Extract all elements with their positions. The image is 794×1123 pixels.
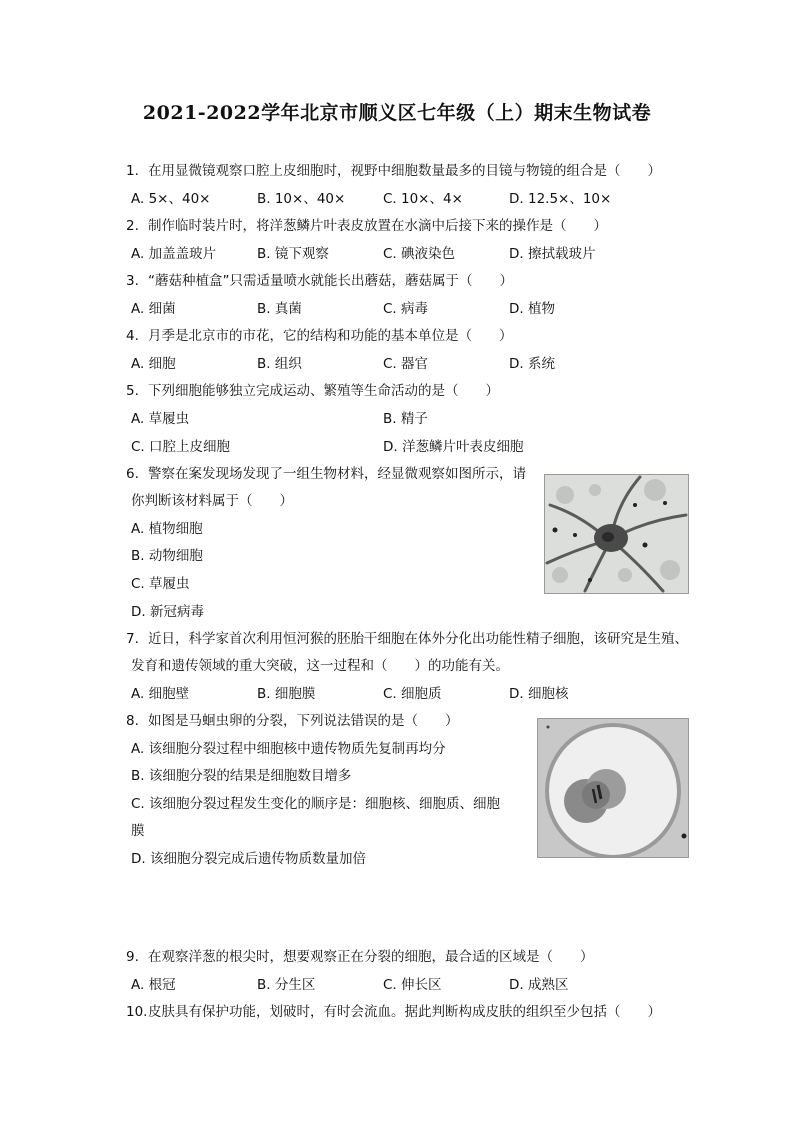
q2-option-d[interactable]: D. 擦拭载玻片	[509, 246, 596, 262]
q3-option-b[interactable]: B. 真菌	[257, 301, 302, 317]
q4-option-b[interactable]: B. 组织	[257, 356, 302, 372]
question-1: 1. 在用显微镜观察口腔上皮细胞时，视野中细胞数量最多的目镜与物镜的组合是（ ）	[126, 163, 661, 179]
q7-option-b[interactable]: B. 细胞膜	[257, 686, 316, 702]
q7-option-c[interactable]: C. 细胞质	[383, 686, 442, 702]
page-title: 2021-2022学年北京市顺义区七年级（上）期末生物试卷	[142, 102, 652, 124]
q8-option-c-continued: 膜	[131, 823, 145, 839]
q2-option-c[interactable]: C. 碘液染色	[383, 246, 456, 262]
q2-option-a[interactable]: A. 加盖盖玻片	[131, 246, 217, 262]
q9-option-d[interactable]: D. 成熟区	[509, 977, 569, 993]
q6-option-d[interactable]: D. 新冠病毒	[131, 604, 204, 620]
q8-option-b[interactable]: B. 该细胞分裂的结果是细胞数目增多	[131, 768, 352, 784]
question-6: 6. 警察在案发现场发现了一组生物材料，经显微观察如图所示，请	[126, 466, 526, 482]
q3-option-a[interactable]: A. 细菌	[131, 301, 176, 317]
q1-option-c[interactable]: C. 10×、4×	[383, 191, 463, 207]
question-4: 4. 月季是北京市的市花，它的结构和功能的基本单位是（ ）	[126, 328, 513, 344]
question-8: 8. 如图是马蛔虫卵的分裂，下列说法错误的是（ ）	[126, 713, 459, 729]
q9-option-b[interactable]: B. 分生区	[257, 977, 316, 993]
q5-option-b[interactable]: B. 精子	[383, 411, 428, 427]
ascaris-egg-division-micrograph	[537, 718, 689, 858]
q6-option-c[interactable]: C. 草履虫	[131, 576, 190, 592]
q5-option-a[interactable]: A. 草履虫	[131, 411, 190, 427]
q9-option-c[interactable]: C. 伸长区	[383, 977, 442, 993]
q5-option-c[interactable]: C. 口腔上皮细胞	[131, 439, 231, 455]
q6-option-b[interactable]: B. 动物细胞	[131, 548, 203, 564]
question-2: 2. 制作临时装片时，将洋葱鳞片叶表皮放置在水滴中后接下来的操作是（ ）	[126, 218, 607, 234]
neuron-micrograph	[544, 474, 689, 594]
question-6-continued: 你判断该材料属于（ ）	[131, 493, 293, 509]
question-10: 10.皮肤具有保护功能，划破时，有时会流血。据此判断构成皮肤的组织至少包括（ ）	[126, 1004, 661, 1020]
q1-option-b[interactable]: B. 10×、40×	[257, 191, 346, 207]
question-7: 7. 近日，科学家首次利用恒河猴的胚胎干细胞在体外分化出功能性精子细胞，该研究是生殖、	[126, 631, 688, 647]
q7-option-a[interactable]: A. 细胞壁	[131, 686, 190, 702]
q8-option-c[interactable]: C. 该细胞分裂过程发生变化的顺序是：细胞核、细胞质、细胞	[131, 796, 501, 812]
q3-option-d[interactable]: D. 植物	[509, 301, 555, 317]
question-3: 3. “蘑菇种植盒”只需适量喷水就能长出蘑菇，蘑菇属于（ ）	[126, 273, 513, 289]
question-5: 5. 下列细胞能够独立完成运动、繁殖等生命活动的是（ ）	[126, 383, 499, 399]
question-9: 9. 在观察洋葱的根尖时，想要观察正在分裂的细胞，最合适的区域是（ ）	[126, 949, 594, 965]
q4-option-a[interactable]: A. 细胞	[131, 356, 176, 372]
q8-option-a[interactable]: A. 该细胞分裂过程中细胞核中遗传物质先复制再均分	[131, 741, 446, 757]
q4-option-c[interactable]: C. 器官	[383, 356, 429, 372]
q3-option-c[interactable]: C. 病毒	[383, 301, 429, 317]
question-7-continued: 发育和遗传领域的重大突破，这一过程和（ ）的功能有关。	[131, 658, 509, 674]
q1-option-a[interactable]: A. 5×、40×	[131, 191, 211, 207]
q5-option-d[interactable]: D. 洋葱鳞片叶表皮细胞	[383, 439, 524, 455]
q2-option-b[interactable]: B. 镜下观察	[257, 246, 329, 262]
q9-option-a[interactable]: A. 根冠	[131, 977, 176, 993]
q4-option-d[interactable]: D. 系统	[509, 356, 555, 372]
q7-option-d[interactable]: D. 细胞核	[509, 686, 569, 702]
q8-option-d[interactable]: D. 该细胞分裂完成后遗传物质数量加倍	[131, 851, 366, 867]
q1-option-d[interactable]: D. 12.5×、10×	[509, 191, 612, 207]
q6-option-a[interactable]: A. 植物细胞	[131, 521, 203, 537]
